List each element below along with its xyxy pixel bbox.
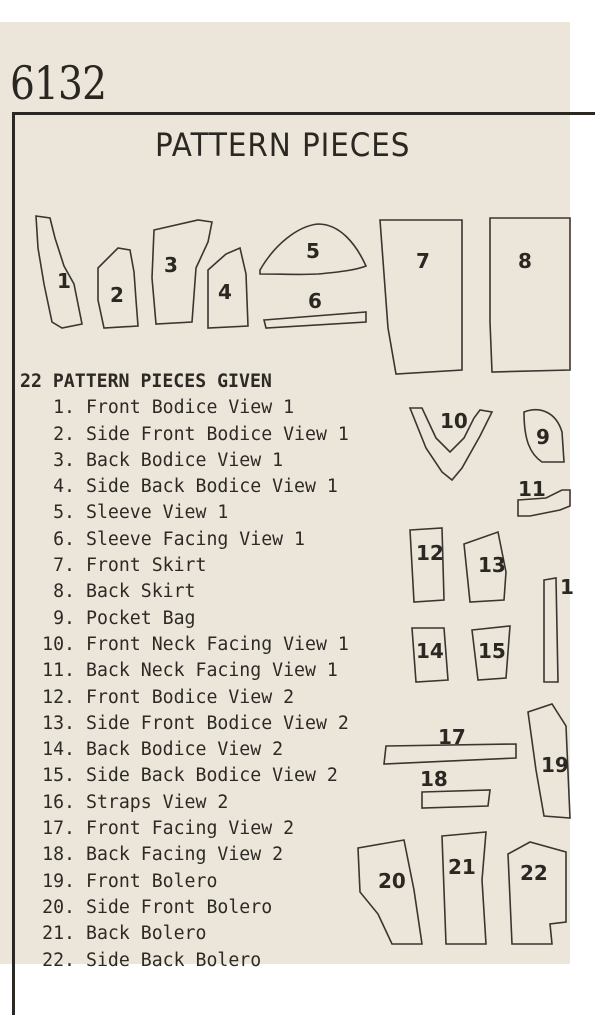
piece-name: Back Bolero — [86, 923, 207, 945]
diagram-label-8: 8 — [518, 249, 532, 273]
diagram-label-4: 4 — [218, 280, 232, 304]
diagram-label-18: 18 — [420, 767, 448, 791]
list-item — [20, 500, 349, 526]
diagram-label-3: 3 — [164, 253, 178, 277]
piece-name: Side Front Bodice View 1 — [86, 423, 349, 445]
list-item — [20, 763, 349, 789]
pattern-number: 6132 — [10, 56, 107, 110]
list-item — [20, 869, 349, 895]
piece-name: Side Back Bodice View 2 — [86, 765, 338, 787]
list-item — [20, 658, 349, 684]
diagram-label-6: 6 — [308, 289, 322, 313]
piece-name: Sleeve Facing View 1 — [86, 528, 305, 550]
list-item — [20, 842, 349, 868]
pattern-pieces-list — [20, 369, 349, 974]
list-item — [20, 474, 349, 500]
list-item — [20, 632, 349, 658]
diagram-label-21: 21 — [448, 855, 476, 879]
piece-name: Front Bodice View 2 — [86, 686, 295, 708]
list-item — [20, 579, 349, 605]
piece-name: Front Neck Facing View 1 — [86, 633, 349, 655]
list-item — [20, 948, 349, 974]
list-item — [20, 395, 349, 421]
diagram-label-11: 11 — [518, 477, 546, 501]
piece-name: Sleeve View 1 — [86, 502, 229, 524]
piece-name: Straps View 2 — [86, 791, 229, 813]
piece-number: 19. — [42, 870, 75, 892]
list-item — [20, 448, 349, 474]
page-title: PATTERN PIECES — [155, 126, 411, 164]
list-item — [20, 816, 349, 842]
diagram-label-10: 10 — [440, 409, 468, 433]
piece-number: 7. — [53, 555, 75, 577]
diagram-label-1: 1 — [57, 269, 71, 293]
diagram-label-17: 17 — [438, 725, 466, 749]
piece-name: Front Bolero — [86, 870, 218, 892]
piece-number: 13. — [42, 712, 75, 734]
piece-number: 6. — [53, 528, 75, 550]
list-item — [20, 895, 349, 921]
diagram-label-15: 15 — [478, 639, 506, 663]
piece-name: Back Facing View 2 — [86, 844, 284, 866]
piece-name: Side Front Bodice View 2 — [86, 712, 349, 734]
piece-name: Back Skirt — [86, 581, 196, 603]
piece-number: 4. — [53, 476, 75, 498]
list-item — [20, 553, 349, 579]
diagram-label-22: 22 — [520, 861, 548, 885]
list-header: 22 PATTERN PIECES GIVEN — [20, 371, 272, 392]
piece-number: 5. — [53, 502, 75, 524]
piece-number: 14. — [42, 739, 75, 761]
list-item — [20, 790, 349, 816]
piece-name: Side Back Bolero — [86, 949, 262, 971]
piece-number: 20. — [42, 896, 75, 918]
piece-number: 21. — [42, 923, 75, 945]
piece-name: Front Facing View 2 — [86, 818, 295, 840]
diagram-label-7: 7 — [416, 249, 430, 273]
diagram-label-19: 19 — [541, 753, 569, 777]
piece-number: 15. — [42, 765, 75, 787]
diagram-label-14: 14 — [416, 639, 444, 663]
list-item — [20, 711, 349, 737]
piece-number: 11. — [42, 660, 75, 682]
diagram-label-2: 2 — [110, 283, 124, 307]
list-item — [20, 606, 349, 632]
diagram-label-12: 12 — [416, 541, 444, 565]
list-item — [20, 422, 349, 448]
diagram-label-13: 13 — [478, 553, 506, 577]
piece-number: 12. — [42, 686, 75, 708]
list-item — [20, 685, 349, 711]
diagram-label-20: 20 — [378, 869, 406, 893]
piece-number: 8. — [53, 581, 75, 603]
list-item — [20, 921, 349, 947]
diagram-label-9: 9 — [536, 425, 550, 449]
diagram-label-16: 1 — [560, 575, 574, 599]
piece-name: Side Back Bodice View 1 — [86, 476, 338, 498]
piece-name: Side Front Bolero — [86, 896, 273, 918]
diagram-label-5: 5 — [306, 239, 320, 263]
list-item — [20, 737, 349, 763]
piece-number: 3. — [53, 449, 75, 471]
piece-name: Front Bodice View 1 — [86, 397, 295, 419]
piece-number: 2. — [53, 423, 75, 445]
piece-number: 18. — [42, 844, 75, 866]
pattern-sheet — [0, 22, 574, 971]
piece-number: 1. — [53, 397, 75, 419]
piece-number: 16. — [42, 791, 75, 813]
piece-number: 9. — [53, 607, 75, 629]
piece-number: 10. — [42, 633, 75, 655]
piece-number: 22. — [42, 949, 75, 971]
piece-name: Front Skirt — [86, 555, 207, 577]
piece-number: 17. — [42, 818, 75, 840]
piece-name: Back Bodice View 2 — [86, 739, 284, 761]
piece-name: Back Neck Facing View 1 — [86, 660, 338, 682]
piece-name: Pocket Bag — [86, 607, 196, 629]
list-item — [20, 527, 349, 553]
piece-name: Back Bodice View 1 — [86, 449, 284, 471]
